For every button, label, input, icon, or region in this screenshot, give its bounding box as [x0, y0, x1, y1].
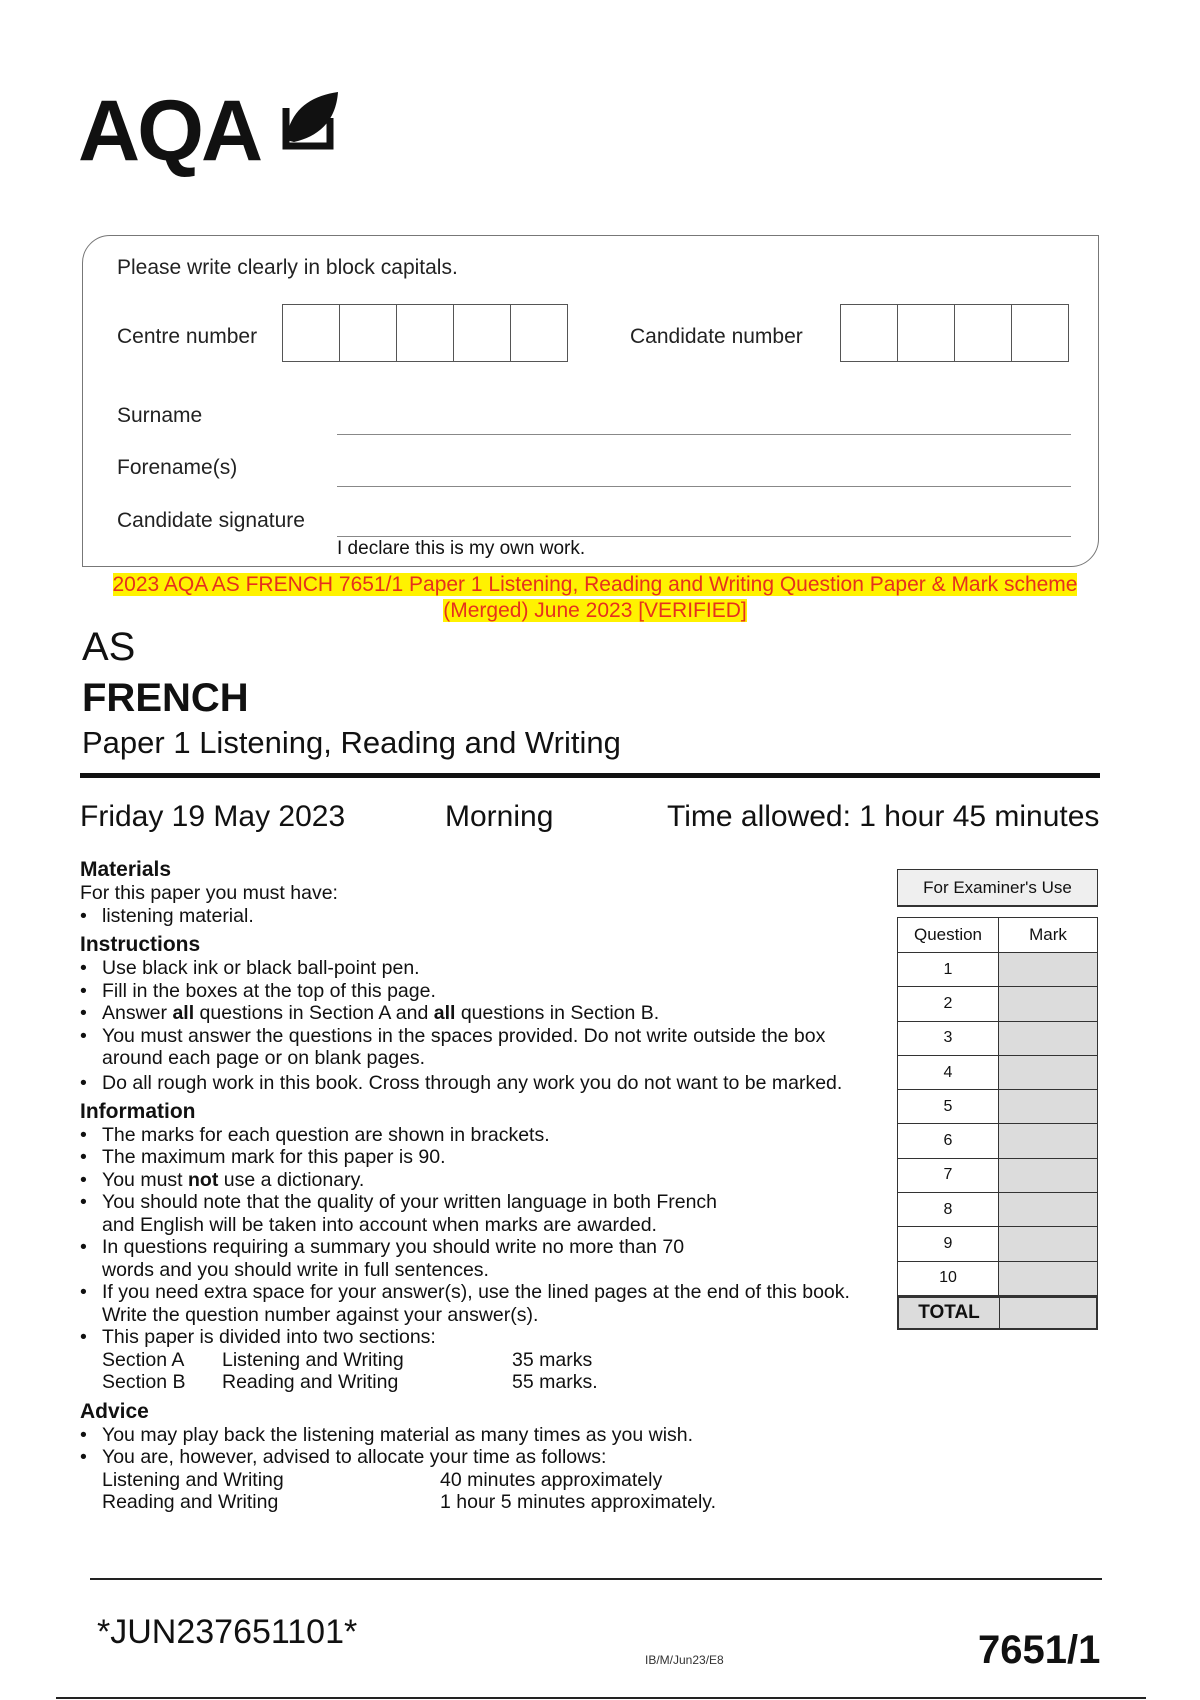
exam-date: Friday 19 May 2023 — [80, 800, 346, 833]
question-number: 4 — [898, 1056, 999, 1089]
table-row — [897, 1124, 1098, 1158]
section-skills: Reading and Writing — [222, 1371, 399, 1393]
emphasis: all — [172, 1002, 195, 1024]
table-row — [897, 1022, 1098, 1056]
centre-number-digit[interactable] — [454, 305, 511, 361]
list-item: • If you need extra space for your answer(s), use the lined pages at the end of this book. Write the question number against your answer(s). — [80, 1281, 860, 1326]
total-row — [897, 1296, 1098, 1330]
section-name: Section A — [102, 1348, 185, 1371]
examiner-table-header — [897, 917, 1098, 953]
advice-list — [80, 1424, 860, 1469]
table-row — [897, 953, 1098, 987]
banner-line-2: (Merged) June 2023 [VERIFIED] — [443, 599, 747, 622]
question-number: 1 — [898, 953, 999, 986]
text-run: You must — [102, 1168, 188, 1191]
table-row — [897, 1159, 1098, 1193]
logo-wordmark: AQA — [78, 83, 261, 179]
table-row — [897, 1227, 1098, 1261]
list-item: • You must answer the questions in the spaces provided. Do not write outside the box around each page or on blank pages. — [80, 1025, 860, 1070]
candidate-number-boxes[interactable] — [840, 304, 1069, 362]
text-run: Answer — [102, 1002, 173, 1024]
candidate-number-digit[interactable] — [841, 305, 898, 361]
examiner-use-table — [897, 869, 1098, 1330]
time-allocation — [80, 1469, 860, 1514]
list-item: • The marks for each question are shown in brackets. — [80, 1124, 860, 1147]
highlight-banner — [80, 572, 1110, 624]
emphasis: all — [433, 1002, 456, 1024]
time-allowed: Time allowed: 1 hour 45 minutes — [667, 800, 1100, 833]
list-item: • The maximum mark for this paper is 90. — [80, 1146, 860, 1169]
centre-number-boxes[interactable] — [282, 304, 568, 362]
centre-number-label: Centre number — [117, 325, 258, 348]
instructions-list — [80, 957, 860, 1096]
mark-cell — [999, 1056, 1097, 1089]
candidate-number-digit[interactable] — [955, 305, 1012, 361]
qualification-level: AS — [82, 625, 136, 669]
paper-title: Paper 1 Listening, Reading and Writing — [82, 725, 621, 760]
total-mark-cell — [1000, 1298, 1096, 1328]
candidate-number-digit[interactable] — [1012, 305, 1068, 361]
question-number: 3 — [898, 1022, 999, 1055]
question-number: 7 — [898, 1159, 999, 1192]
information-list — [80, 1124, 860, 1349]
question-number: 9 — [898, 1227, 999, 1260]
centre-number-digit[interactable] — [283, 305, 340, 361]
declaration-text: I declare this is my own work. — [337, 538, 586, 559]
footer-divider — [90, 1578, 1102, 1580]
title-divider — [80, 773, 1100, 778]
list-item: • You are, however, advised to allocate your time as follows: — [80, 1446, 860, 1469]
materials-heading: Materials — [80, 858, 172, 881]
text-run: questions in Section A and — [194, 1002, 434, 1024]
page-bottom-rule — [56, 1697, 1146, 1699]
allocation-time: 40 minutes approximately — [440, 1468, 663, 1491]
centre-number-digit[interactable] — [340, 305, 397, 361]
surname-label: Surname — [117, 404, 203, 427]
mark-cell — [999, 1193, 1097, 1226]
question-number: 2 — [898, 987, 999, 1020]
allocation-task: Listening and Writing — [102, 1468, 284, 1491]
table-row — [897, 987, 1098, 1021]
banner-line-1: 2023 AQA AS FRENCH 7651/1 Paper 1 Listening, Reading and Writing Question Paper & Mark scheme — [112, 573, 1078, 596]
mark-cell — [999, 1090, 1097, 1123]
list-item: • You should note that the quality of your written language in both French and English will be taken into account when marks are awarded. — [80, 1191, 860, 1236]
candidate-number-label: Candidate number — [630, 325, 803, 348]
barcode-text: *JUN237651101* — [97, 1613, 358, 1651]
candidate-number-digit[interactable] — [898, 305, 955, 361]
forenames-label: Forename(s) — [117, 456, 238, 479]
centre-number-digit[interactable] — [511, 305, 567, 361]
advice-heading: Advice — [80, 1399, 149, 1423]
mark-cell — [999, 1262, 1097, 1295]
mark-cell — [999, 1022, 1097, 1055]
section-name: Section B — [102, 1371, 186, 1393]
allocation-time: 1 hour 5 minutes approximately. — [440, 1491, 717, 1513]
block-capitals-instruction: Please write clearly in block capitals. — [117, 256, 458, 279]
instructions-column — [80, 858, 860, 1514]
centre-number-digit[interactable] — [397, 305, 454, 361]
list-item: • You may play back the listening material as many times as you wish. — [80, 1424, 860, 1447]
mark-cell — [999, 987, 1097, 1020]
mark-column-header: Mark — [999, 918, 1097, 952]
list-item: • In questions requiring a summary you should write no more than 70 words and you should write in full sentences. — [80, 1236, 860, 1281]
candidate-details-box — [82, 235, 1099, 567]
allocation-row — [80, 1469, 860, 1492]
paper-code: 7651/1 — [978, 1628, 1101, 1672]
question-number: 6 — [898, 1124, 999, 1157]
list-item — [80, 1002, 860, 1025]
mark-cell — [999, 1227, 1097, 1260]
list-item: • Use black ink or black ball-point pen. — [80, 957, 860, 980]
information-heading: Information — [80, 1099, 196, 1123]
allocation-row — [80, 1491, 860, 1514]
forenames-field[interactable] — [337, 486, 1071, 487]
section-skills: Listening and Writing — [222, 1348, 404, 1371]
section-marks: 35 marks — [512, 1348, 593, 1371]
examiner-table-title: For Examiner's Use — [897, 869, 1098, 907]
instructions-heading: Instructions — [80, 933, 201, 956]
table-row — [897, 1056, 1098, 1090]
mark-cell — [999, 1124, 1097, 1157]
list-item: • This paper is divided into two sections: — [80, 1326, 860, 1349]
materials-intro: For this paper you must have: — [80, 882, 338, 904]
text-run: use a dictionary. — [218, 1168, 365, 1191]
list-item: • listening material. — [80, 905, 860, 928]
question-column-header: Question — [898, 918, 999, 952]
sections-table — [80, 1349, 860, 1394]
total-label: TOTAL — [899, 1298, 1000, 1328]
section-row — [80, 1349, 860, 1372]
signature-field[interactable] — [337, 536, 1071, 537]
list-item — [80, 1169, 860, 1192]
reference-code: IB/M/Jun23/E8 — [645, 1653, 724, 1667]
surname-field[interactable] — [337, 434, 1071, 435]
section-row — [80, 1371, 860, 1394]
leaf-icon — [280, 90, 340, 150]
materials-list — [80, 905, 860, 928]
list-item: • Do all rough work in this book. Cross through any work you do not want to be marked. — [80, 1070, 860, 1096]
list-item: • Fill in the boxes at the top of this page. — [80, 980, 860, 1003]
table-row — [897, 1193, 1098, 1227]
emphasis: not — [188, 1168, 219, 1191]
section-marks: 55 marks. — [512, 1371, 598, 1393]
mark-cell — [999, 953, 1097, 986]
question-number: 5 — [898, 1090, 999, 1123]
signature-label: Candidate signature — [117, 509, 305, 532]
table-row — [897, 1090, 1098, 1124]
table-row — [897, 1262, 1098, 1296]
question-number: 10 — [898, 1262, 999, 1295]
allocation-task: Reading and Writing — [102, 1491, 279, 1513]
question-number: 8 — [898, 1193, 999, 1226]
aqa-logo — [78, 83, 261, 179]
exam-session: Morning — [445, 800, 554, 833]
mark-cell — [999, 1159, 1097, 1192]
text-run: questions in Section B. — [455, 1002, 660, 1024]
subject-title: FRENCH — [82, 676, 249, 720]
